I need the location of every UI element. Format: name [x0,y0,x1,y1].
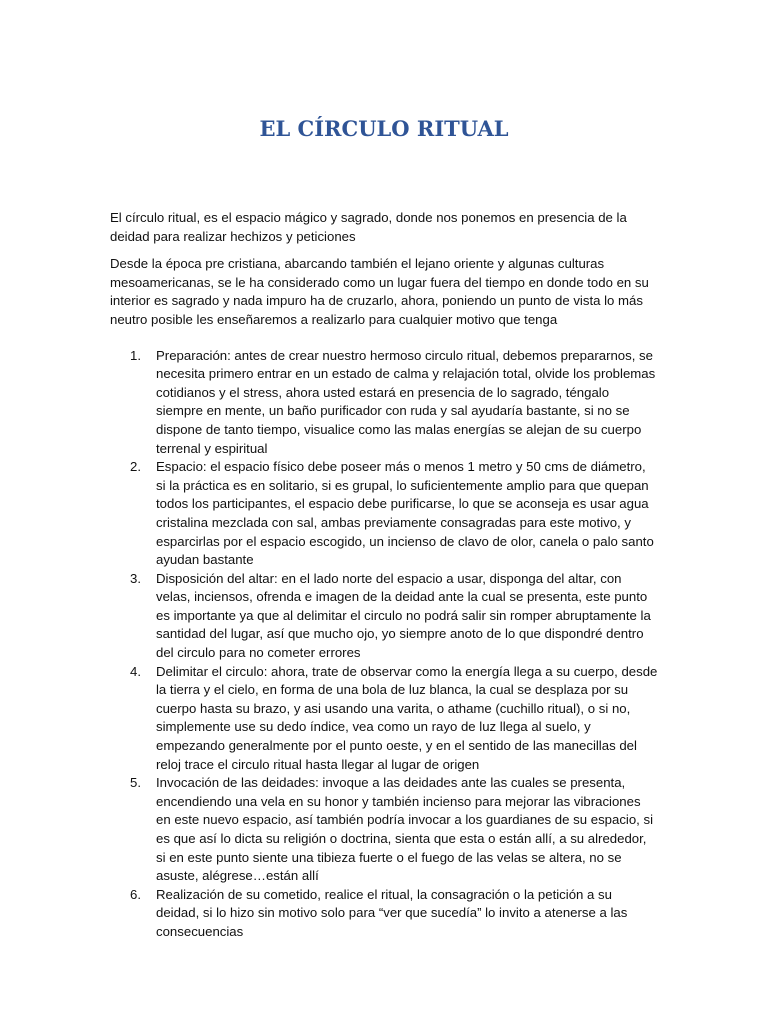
history-paragraph: Desde la época pre cristiana, abarcando también el lejano oriente y algunas culturas mesoamericanas, se le ha considerado como un lugar fuera del tiempo en donde todo en su interior es sagrado y nada impuro ha de cruzarlo, ahora, poniendo un punto de vista lo más neutro posible les enseñaremos a realizarlo para cualquier motivo que tenga [110,256,649,327]
step-text: Delimitar el circulo: ahora, trate de observar como la energía llega a su cuerpo, desde la tierra y el cielo, en forma de una bola de luz blanca, la cual se desplaza por su cuerpo hasta su brazo, y asi usando una varita, o athame (cuchillo ritual), o si no, simplemente use su dedo índice, vea como un rayo de luz llega al suelo, y empezando generalmente por el punto oeste, y en el sentido de las manecillas del reloj trace el circulo ritual hasta llegar al lugar de origen [156,663,658,772]
step-number: 4. [130,663,141,679]
list-item [110,774,658,886]
list-item [110,458,658,570]
step-number: 6. [130,886,141,902]
step-text: Invocación de las deidades: invoque a las deidades ante las cuales se presenta, encendiendo una vela en su honor y también incienso para mejorar las vibraciones en este nuevo espacio, así también podría invocar a los guardianes de su espacio, si es que así lo dicta su religión o doctrina, sienta que esta o están allí, a su alrededor, si en este punto siente una tibieza fuerte o el fuego de las velas se altera, no se asuste, alégrese…están allí [156,775,654,884]
step-text: Realización de su cometido, realice el ritual, la consagración o la petición a su deidad, si lo hizo sin motivo solo para “ver que sucedía” lo invito a atenerse a las consecuencias [156,886,628,939]
ritual-steps-list [110,347,658,942]
document-body [110,209,658,942]
step-text: Espacio: el espacio físico debe poseer más o menos 1 metro y 50 cms de diámetro, si la práctica es en solitario, si es grupal, lo suficientemente amplio para que quepan todos los participantes, el espacio debe purificarse, lo que se aconseja es usar agua cristalina mezclada con sal, ambas previamente consagradas para este motivo, y esparcirlas por el espacio escogido, un incienso de clavo de olor, canela o palo santo ayudan bastante [156,459,654,568]
list-item [110,886,658,942]
list-item [110,663,658,775]
list-item [110,347,658,459]
step-number: 2. [130,459,141,475]
document-title: EL CÍRCULO RITUAL [259,116,509,141]
step-number: 1. [130,347,141,363]
step-text: Preparación: antes de crear nuestro hermoso circulo ritual, debemos prepararnos, se necesita primero entrar en un estado de calma y relajación total, olvide los problemas cotidianos y el stress, ahora usted estará en presencia de lo sagrado, téngalo siempre en mente, un baño purificador con ruda y sal ayudaría bastante, si no se dispone de tanto tiempo, visualice como las malas energías se alejan de su cuerpo terrenal y espiritual [156,347,656,456]
list-item [110,570,658,663]
step-number: 5. [130,775,141,791]
step-text: Disposición del altar: en el lado norte del espacio a usar, disponga del altar, con velas, inciensos, ofrenda e imagen de la deidad ante la cual se presenta, este punto es importante ya que al delimitar el circulo no podrá salir sin romper abruptamente la santidad del lugar, así que mucho ojo, yo siempre anoto de lo que dispondré dentro del circulo para no cometer errores [156,570,651,661]
step-number: 3. [130,570,141,586]
intro-paragraph: El círculo ritual, es el espacio mágico y sagrado, donde nos ponemos en presencia de la deidad para realizar hechizos y peticiones [110,210,627,244]
